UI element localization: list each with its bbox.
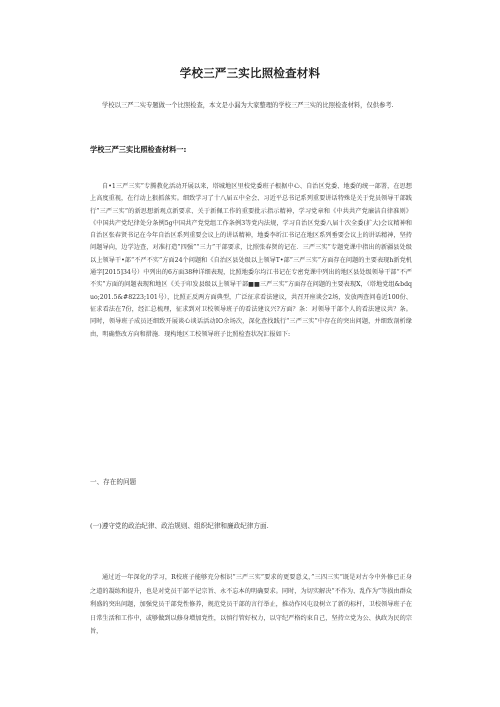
page-title: 学校三严三实比照检查材料 bbox=[179, 66, 321, 80]
intro-paragraph: 学校以三严二实专题做一个比照检查，本文是小漏为大家整理的学校三严三实的比照检查材料，仅供参考. bbox=[102, 102, 394, 109]
subheading-discipline: (一)遵守党的政治纪律、政治规则、组织纪律和廉政纪律方面. bbox=[90, 522, 269, 530]
section-heading: 学校三严三实比照检查材料一: bbox=[90, 145, 187, 154]
heading-problems: 一、存在的问题 bbox=[90, 478, 137, 486]
body-paragraph: 通过近一年深化的学习，R校班子能够充分相识”三严三实”要求的更要意义，”三四三实”既是对古今中外修已正身之道的凝练和提升，也是对党员干部平记宗旨、永不忘本的明确要求。同时，为切实解决“不作为、乱作为”等损由群众利盛的突出问题，加强党员干部党性修养，规范党员干部的言行举止，推动作风屯设树立了新的标杆，卫校领导班子在日常生活和工作中，或够做到以修身增加党性，以慎行管好权力，以守纪严格约束自己，坚持立党为公、执政为民的宗旨， bbox=[90, 574, 412, 636]
body-paragraph: 自•1三严三实”专腾教化活动开展以来，塔城地区里校党委班子根据中心、自治区党委、地委的统一部署，在思想上高度重视，在行动上狠抓落实。细致学习了十八届五中全会、习近平总书记系列重要讲话特殊是关于党员领导干部践行”三严三实”的新思想新观点新要求、关于新佩工作的重要批示指示精神，学习党章和《中共共产党廉洁自律准则》《中国共产党纪律处分条例5g中国共产党党组工作条例3等党内法规，学习自治区党委八届十次全委(扩大)会议精神和自治区张春贤书记在今年自治区系列重要会议上的讲话精神，地委李圻江书记在地区系列垂要会议上的讲话精神，坚持问题导向，边学边查，对准打造”四强”“三力”干部要求，比照张春贤的记在．三严三实”专题党课中指出的新疆县处级以上领导干•部“不严不实”方面24个问题和《自治区县处级以上领导T•部”三严三实”方面存在问题的主要表现h新党机通字[2015]34号）中列出的6方面38种详细表现，比照地委尔均江书记在专密党课中列出的地区县处级领导干部“不严不实”方面的问题表现和地区《关于印发县级以上领导干部■■三严三实”方面存在问题的主要表现X，（塔地党组&bdquo;201.5&#8223;101号），比照正反两方面典型，广泛征求看法建议，共召开座谈会2场，发放两查问卷近100份、征求看法在7份，经汇总梳理，征求到对卫校领导班子的看法建议兴?方面？条：对领导干部个人的看法建议共？条。同时，领导班子成员还细致开展谈心谈话活动IO余场次，深化查找践行“三严三实”中存在的突出问题，并细致剖析缘由，明确整改方向和措施．现构地区工校领导班子比照检查状况汇报如下: bbox=[90, 183, 412, 338]
